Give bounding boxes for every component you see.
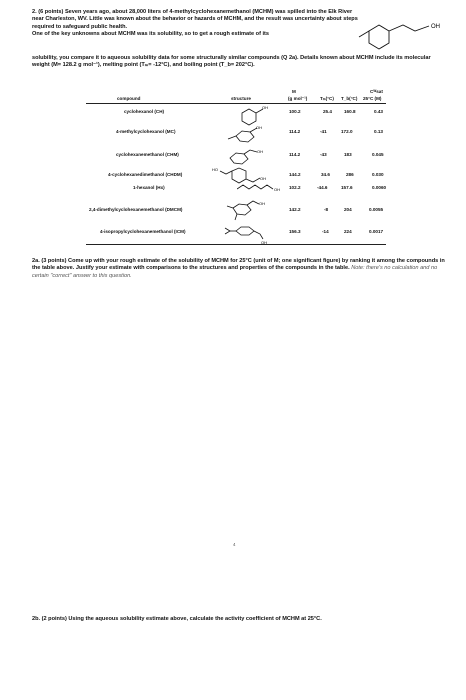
header-molar-mass: M	[292, 89, 296, 94]
oh-label: OH	[274, 187, 280, 192]
molar-mass: 114.2	[289, 152, 301, 157]
header-molar-mass-unit: (g mol⁻¹)	[288, 96, 308, 101]
header-melting-point: Tₘ(°C)	[320, 96, 334, 101]
question-2-text: 2. (6 points) Seven years ago, about 28,000 liters of 4-methylcyclohexanemethanol (MCHM) was spilled into the Elk River near Charleston, WV. Little was known about the behavior or hazards of MCHM, and the result was uncertainty about steps required to safeguard public health.	[32, 9, 358, 30]
table-row	[0, 124, 466, 146]
mchm-structure	[355, 18, 450, 52]
molar-mass: 114.2	[289, 129, 301, 134]
molar-mass: 100.2	[289, 109, 301, 114]
molar-mass: 102.2	[289, 185, 301, 190]
question-2-intro	[32, 9, 360, 39]
isopropylcyclohexanemethanol-structure	[223, 222, 271, 246]
cyclohexanol-structure	[236, 104, 276, 126]
boiling-point: 224	[344, 229, 352, 234]
question-2a-text: 2a. (3 points) Come up with your rough estimate of the solubility of MCHM for 25°C (unit of M; one significant figure) by ranking it among the compounds in the table above. Justify your estimate with comparisons to the structures and properties of the compounds in the table.	[32, 258, 445, 272]
header-solubility: Cᵂsat	[370, 89, 383, 94]
boiling-point: 204	[344, 207, 352, 212]
compound-name: 4-methylcyclohexanol (MC)	[116, 129, 176, 134]
svg-text:HO: HO	[212, 167, 218, 172]
solubility: 0.13	[374, 129, 383, 134]
melting-point: -14	[322, 229, 329, 234]
compound-name: 2,4-dimethylcyclohexanemethanol (DMCM)	[89, 207, 183, 212]
solubility: 0.0060	[372, 185, 387, 190]
molar-mass: 144.2	[289, 172, 301, 177]
oh-label: OH	[260, 176, 266, 181]
hexanol-structure	[237, 182, 283, 196]
oh-label: OH	[259, 201, 265, 206]
solubility: 0.0055	[369, 207, 384, 212]
molar-mass: 142.2	[289, 207, 301, 212]
melting-point: -43	[320, 152, 327, 157]
compound-name: cyclohexanemethanol (CHM)	[116, 152, 179, 157]
question-2b: 2b. (2 points) Using the aqueous solubility estimate above, calculate the activity coefficient of MCHM at 25°C.	[32, 616, 322, 622]
melting-point: -44.6	[317, 185, 328, 190]
melting-point: 25.4	[323, 109, 332, 114]
page-number: 4	[233, 542, 236, 547]
boiling-point: 172.0	[341, 129, 353, 134]
header-solubility-unit: 25°C (M)	[363, 96, 382, 101]
melting-point: 34.6	[321, 172, 330, 177]
table-bottom-rule	[86, 244, 386, 245]
boiling-point: 183	[344, 152, 352, 157]
solubility: 0.43	[374, 109, 383, 114]
compound-name: 1-hexanol (Hx)	[133, 185, 165, 190]
solubility: 0.045	[372, 152, 384, 157]
mchm-oh-label: OH	[431, 24, 440, 30]
compound-name: 4-isopropylcyclohexanemethanol (ICM)	[100, 229, 186, 234]
melting-point: -8	[324, 207, 329, 212]
header-boiling-point: T_b(°C)	[341, 96, 358, 101]
solubility: 0.030	[372, 172, 384, 177]
oh-label: OH	[261, 240, 267, 245]
compound-name: cyclohexanol (CH)	[124, 109, 165, 114]
oh-label: OH	[256, 125, 262, 130]
melting-point: -41	[320, 129, 327, 134]
header-compound: compound	[117, 96, 141, 101]
question-2-details: solubility, you compare it to aqueous solubility data for some structurally similar compounds (Q 2a). Details known about MCHM include its molecular weight (M= 128.2 g mol⁻¹), melting point (Tₘ= -12°C), and boiling point (T_b= 202°C).	[32, 55, 431, 69]
question-2a	[32, 258, 452, 280]
boiling-point: 160.8	[344, 109, 356, 114]
methylcyclohexanol-structure	[226, 124, 270, 146]
oh-label: OH	[257, 149, 263, 154]
table-row	[0, 198, 466, 220]
oh-label: OH	[262, 105, 268, 110]
header-structure: structure	[231, 96, 251, 101]
boiling-point: 286	[346, 172, 354, 177]
boiling-point: 157.6	[341, 185, 353, 190]
molar-mass: 156.3	[289, 229, 301, 234]
question-2-text-cont: One of the key unknowns about MCHM was its solubility, so to get a rough estimate of its	[32, 31, 270, 38]
table-row	[0, 104, 466, 126]
compound-name: 4-cyclohexanedimethanol (CHDM)	[108, 172, 183, 177]
dimethylcyclohexanemethanol-structure	[225, 198, 273, 222]
solubility: 0.0017	[369, 229, 384, 234]
table-row	[0, 222, 466, 244]
question-2a-note: Note: there's no calculation and no certain "correct" answer to this question.	[32, 265, 438, 279]
